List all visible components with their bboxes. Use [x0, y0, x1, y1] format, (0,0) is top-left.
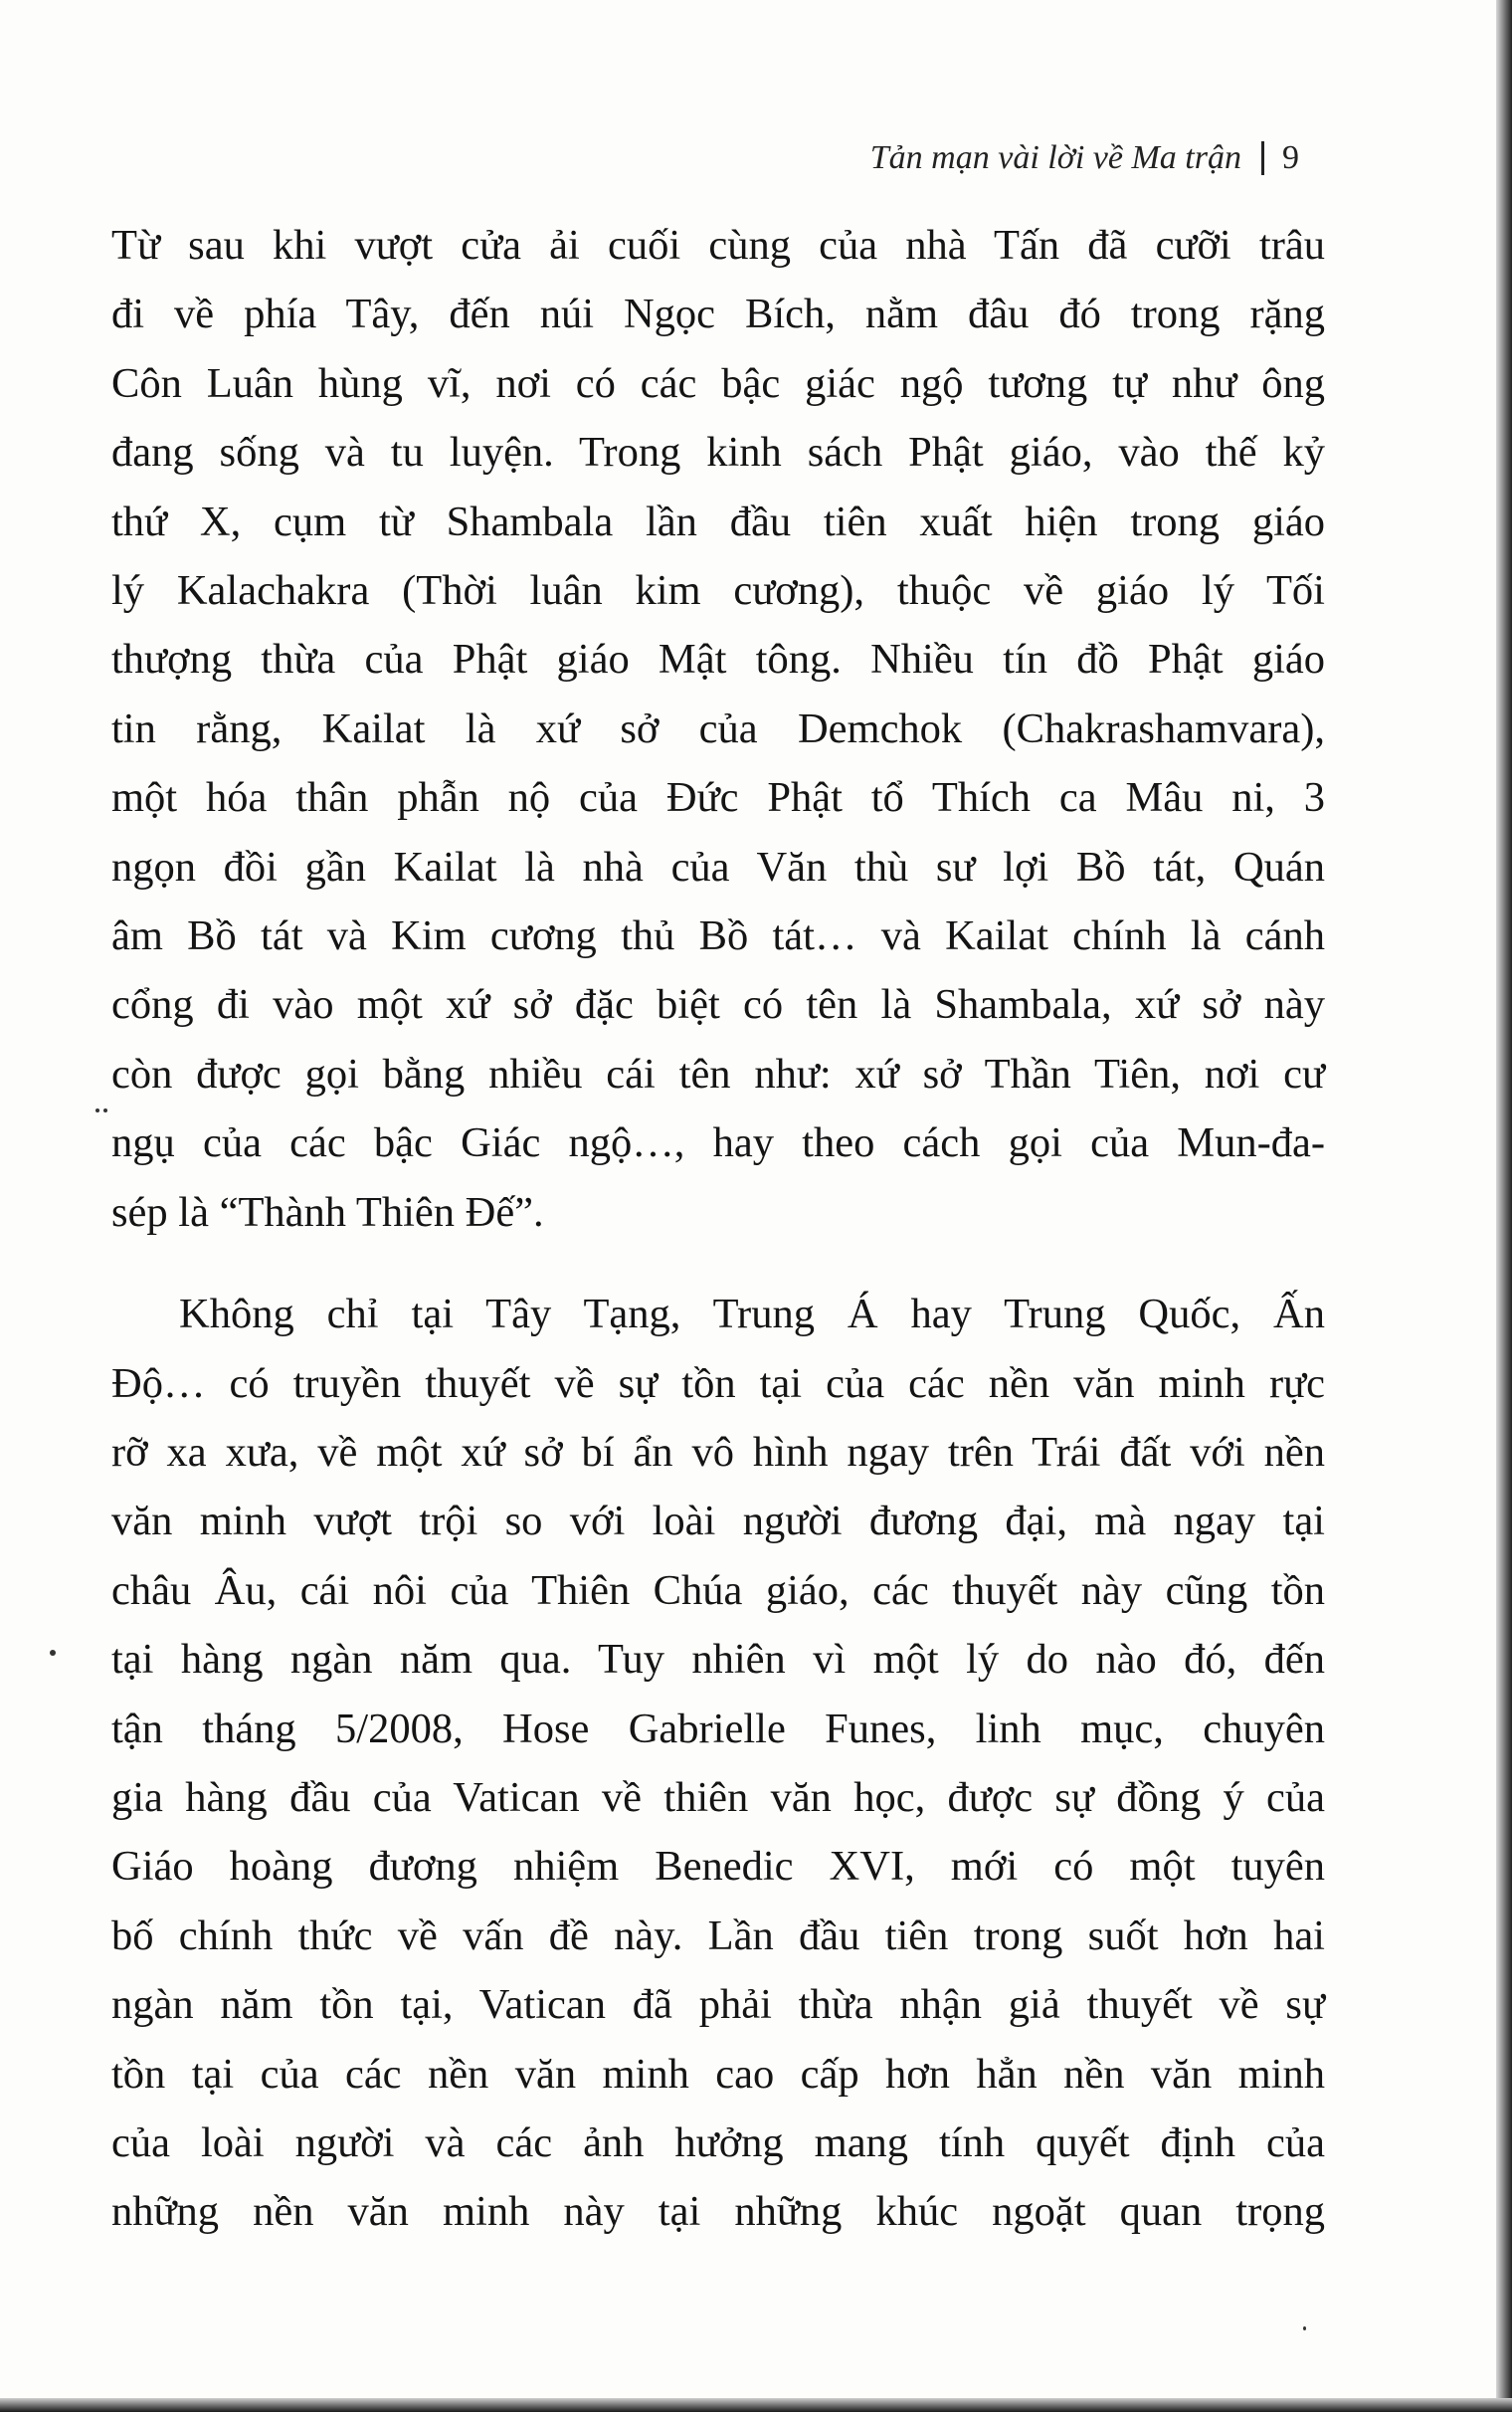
- text-line: âm Bồ tát và Kim cương thủ Bồ tát… và Kailat chính là cánh: [111, 912, 1325, 960]
- text-line: tồn tại của các nền văn minh cao cấp hơn hẳn nền văn minh: [111, 2050, 1325, 2098]
- body-text: [111, 211, 1325, 2247]
- text-line: Từ sau khi vượt cửa ải cuối cùng của nhà Tấn đã cưỡi trâu: [111, 222, 1325, 269]
- paragraph-2: [111, 1280, 1325, 2247]
- page-number: 9: [1282, 139, 1299, 176]
- text-line: ngọn đồi gần Kailat là nhà của Văn thù sư lợi Bồ tát, Quán: [111, 843, 1325, 891]
- text-line: còn được gọi bằng nhiều cái tên như: xứ sở Thần Tiên, nơi cư: [111, 1050, 1325, 1098]
- text-line: thứ X, cụm từ Shambala lần đầu tiên xuất hiện trong giáo: [111, 498, 1325, 545]
- text-line: gia hàng đầu của Vatican về thiên văn học, được sự đồng ý của: [111, 1773, 1325, 1821]
- text-line: ngụ của các bậc Giác ngộ…, hay theo cách gọi của Mun-đa-: [111, 1119, 1325, 1167]
- text-line: cổng đi vào một xứ sở đặc biệt có tên là Shambala, xứ sở này: [111, 981, 1325, 1029]
- text-line: tại hàng ngàn năm qua. Tuy nhiên vì một lý do nào đó, đến: [111, 1636, 1325, 1684]
- text-line: ngàn năm tồn tại, Vatican đã phải thừa nhận giả thuyết về sự: [111, 1981, 1325, 2029]
- text-line: sép là “Thành Thiên Đế”.: [111, 1188, 544, 1236]
- text-line: Côn Luân hùng vĩ, nơi có các bậc giác ngộ tương tự như ông: [111, 359, 1325, 407]
- text-line: châu Âu, cái nôi của Thiên Chúa giáo, các thuyết này cũng tồn: [111, 1566, 1325, 1614]
- paragraph-1: [111, 211, 1325, 1247]
- text-line: của loài người và các ảnh hưởng mang tính quyết định của: [111, 2118, 1325, 2166]
- running-header: [870, 139, 1299, 177]
- text-line: đi về phía Tây, đến núi Ngọc Bích, nằm đâu đó trong rặng: [111, 291, 1325, 338]
- scan-speck: [103, 1108, 107, 1112]
- text-line: thượng thừa của Phật giáo Mật tông. Nhiều tín đồ Phật giáo: [111, 636, 1325, 684]
- page-edge-shadow: [1496, 0, 1512, 2412]
- scan-speck: [1303, 2326, 1306, 2330]
- text-line: Độ… có truyền thuyết về sự tồn tại của các nền văn minh rực: [111, 1359, 1325, 1407]
- text-line: Giáo hoàng đương nhiệm Benedic XVI, mới có một tuyên: [111, 1843, 1325, 1891]
- text-line: tận tháng 5/2008, Hose Gabrielle Funes, linh mục, chuyên: [111, 1705, 1325, 1752]
- page-bottom-shadow: [0, 2398, 1512, 2412]
- text-line: Không chỉ tại Tây Tạng, Trung Á hay Trung Quốc, Ấn: [179, 1291, 1325, 1338]
- text-line: một hóa thân phẫn nộ của Đức Phật tổ Thích ca Mâu ni, 3: [111, 774, 1325, 822]
- text-line: tin rằng, Kailat là xứ sở của Demchok (Chakrashamvara),: [111, 704, 1325, 752]
- text-line: rỡ xa xưa, về một xứ sở bí ẩn vô hình ngay trên Trái đất với nền: [111, 1428, 1325, 1476]
- running-title: Tản mạn vài lời về Ma trận: [869, 139, 1241, 176]
- scan-speck: [50, 1650, 56, 1656]
- scan-speck: [95, 1108, 99, 1112]
- header-separator: [1261, 141, 1264, 175]
- text-line: lý Kalachakra (Thời luân kim cương), thuộc về giáo lý Tối: [111, 567, 1325, 615]
- text-line: văn minh vượt trội so với loài người đương đại, mà ngay tại: [111, 1498, 1325, 1545]
- text-line: bố chính thức về vấn đề này. Lần đầu tiên trong suốt hơn hai: [111, 1911, 1325, 1959]
- text-line: những nền văn minh này tại những khúc ngoặt quan trọng: [111, 2188, 1325, 2236]
- text-line: đang sống và tu luyện. Trong kinh sách Phật giáo, vào thế kỷ: [111, 429, 1325, 477]
